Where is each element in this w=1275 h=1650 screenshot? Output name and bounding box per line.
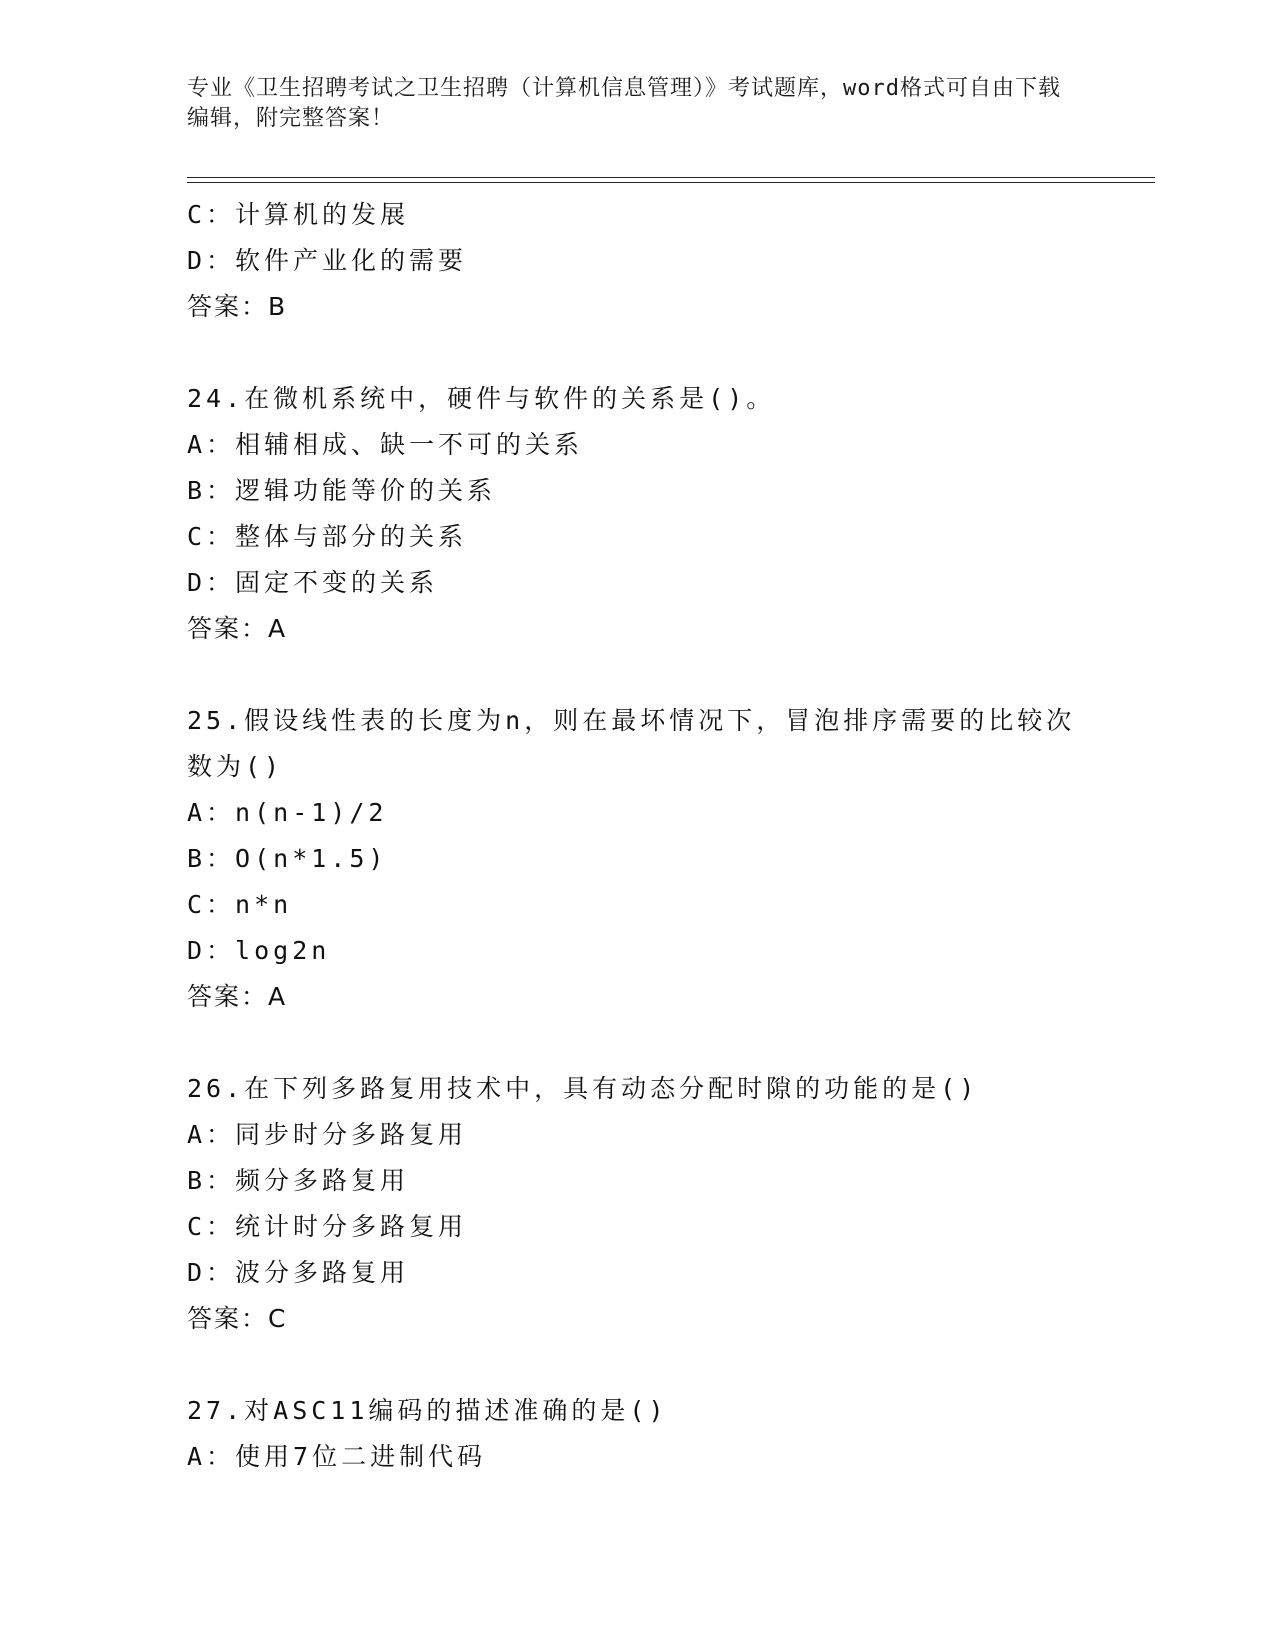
option-c: C：计算机的发展 (187, 200, 410, 229)
option-d: D：波分多路复用 (187, 1258, 410, 1287)
spacer (187, 1020, 1087, 1066)
question-23-continuation (187, 192, 1087, 330)
question-stem: 26.在下列多路复用技术中，具有动态分配时隙的功能的是() (187, 1074, 979, 1103)
answer-line: 答案：A (187, 982, 288, 1011)
question-stem: 24.在微机系统中，硬件与软件的关系是()。 (187, 384, 776, 413)
option-d: D：log2n (187, 936, 331, 965)
spacer (187, 1342, 1087, 1388)
header-rule-top (187, 177, 1155, 178)
question-stem: 25.假设线性表的长度为n，则在最坏情况下，冒泡排序需要的比较次数为() (187, 706, 1076, 781)
spacer (187, 330, 1087, 376)
option-b: B：频分多路复用 (187, 1166, 410, 1195)
answer-line: 答案：C (187, 1304, 288, 1333)
option-c: C：统计时分多路复用 (187, 1212, 468, 1241)
question-stem: 27.对ASC11编码的描述准确的是() (187, 1396, 668, 1425)
question-24 (187, 376, 1087, 652)
option-c: C：n*n (187, 890, 293, 919)
option-d: D：固定不变的关系 (187, 568, 439, 597)
answer-line: 答案：B (187, 292, 288, 321)
question-27 (187, 1388, 1087, 1480)
option-b: B：O(n*1.5) (187, 844, 388, 873)
question-26 (187, 1066, 1087, 1342)
option-c: C：整体与部分的关系 (187, 522, 468, 551)
option-a: A：同步时分多路复用 (187, 1120, 468, 1149)
option-a: A：使用7位二进制代码 (187, 1442, 487, 1471)
option-a: A：相辅相成、缺一不可的关系 (187, 430, 584, 459)
spacer (187, 652, 1087, 698)
header-rule-bottom (187, 182, 1155, 183)
question-25 (187, 698, 1087, 1020)
option-a: A：n(n-1)/2 (187, 798, 388, 827)
question-list (187, 192, 1087, 1480)
page-header: 专业《卫生招聘考试之卫生招聘（计算机信息管理）》考试题库，word格式可自由下载编辑，附完整答案！ (187, 76, 1061, 131)
option-d: D：软件产业化的需要 (187, 246, 468, 275)
answer-line: 答案：A (187, 614, 288, 643)
option-b: B：逻辑功能等价的关系 (187, 476, 497, 505)
